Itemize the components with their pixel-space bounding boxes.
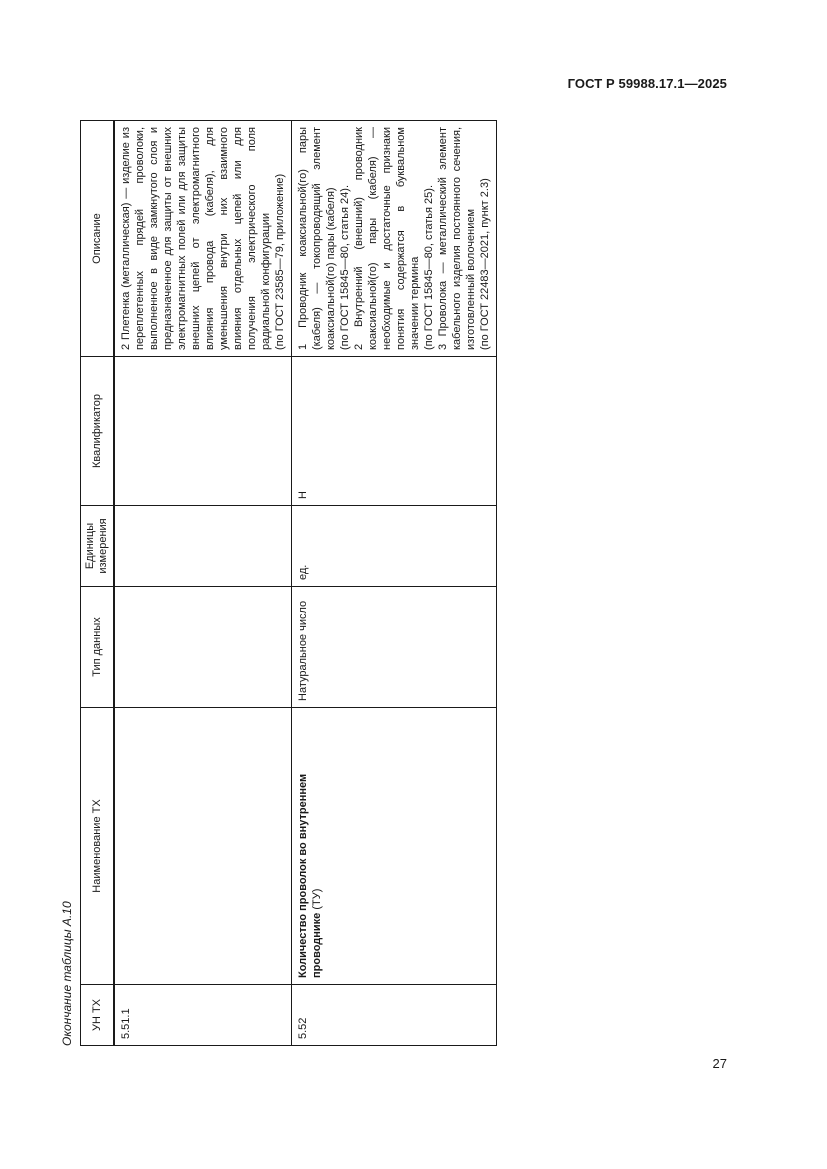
page-number: 27 [712,1056,727,1071]
header-unit: Единицы измерения [81,506,115,587]
characteristics-table [80,120,497,1046]
cell-code: 5.51.1 [114,985,292,1046]
table-header-row [81,121,115,1046]
description-paragraph: 2 Внутренний (внешний) проводник коаксиальной(го) пары (кабеля) — необходимые и достаточные признаки понятия содержатся в буквальном значении термина [353,127,421,350]
table-caption: Окончание таблицы А.10 [60,901,74,1046]
cell-qualifier: Н [292,357,497,506]
cell-name [292,708,497,985]
table-row [292,121,497,1046]
cell-name-suffix: (ТУ) [311,888,323,913]
cell-unit [114,506,292,587]
cell-name-text: Количество проволок во внутреннем проводнике [297,773,323,978]
header-code: УН ТХ [81,985,115,1046]
standard-code: ГОСТ Р 59988.17.1—2025 [567,76,727,91]
description-paragraph: (по ГОСТ 22483—2021, пункт 2.3) [479,178,491,350]
cell-type [114,587,292,708]
header-description: Описание [81,121,115,357]
description-paragraph: 2 Плетенка (металлическая) — изделие из переплетенных прядей проволоки, выполненное в виде замкнутого слоя и предназначенное для защиты от внешних электромагнитных полей или для защиты внешних цепей от электромагнитного влияния провода (кабеля), для уменьшения внутри них взаимного влияния отдельных цепей или для получения электрического поля радиальной конфигурации [120,127,272,350]
table-row [114,121,292,1046]
rotated-table-area [60,120,491,1046]
header-type: Тип данных [81,587,115,708]
description-paragraph: (по ГОСТ 15845—80, статья 24). [339,184,351,350]
cell-type: Натуральное число [292,587,497,708]
description-paragraph: 3 Проволока — металлический элемент кабельного изделия постоянного сечения, изготовленный волочением [437,127,477,350]
cell-unit: ед. [292,506,497,587]
header-qualifier: Квалификатор [81,357,115,506]
rotated-content [60,120,491,1046]
cell-qualifier [114,357,292,506]
cell-description [114,121,292,357]
description-paragraph: 1 Проводник коаксиальной(го) пары (кабеля) — токопроводящий элемент коаксиальной(го) пары (кабеля) [297,127,337,350]
header-name: Наименование ТХ [81,708,115,985]
description-paragraph: (по ГОСТ 15845—80, статья 25). [423,184,435,350]
cell-code: 5.52 [292,985,497,1046]
description-paragraph: (по ГОСТ 23585—79, приложение) [274,173,286,350]
cell-description [292,121,497,357]
cell-name [114,708,292,985]
